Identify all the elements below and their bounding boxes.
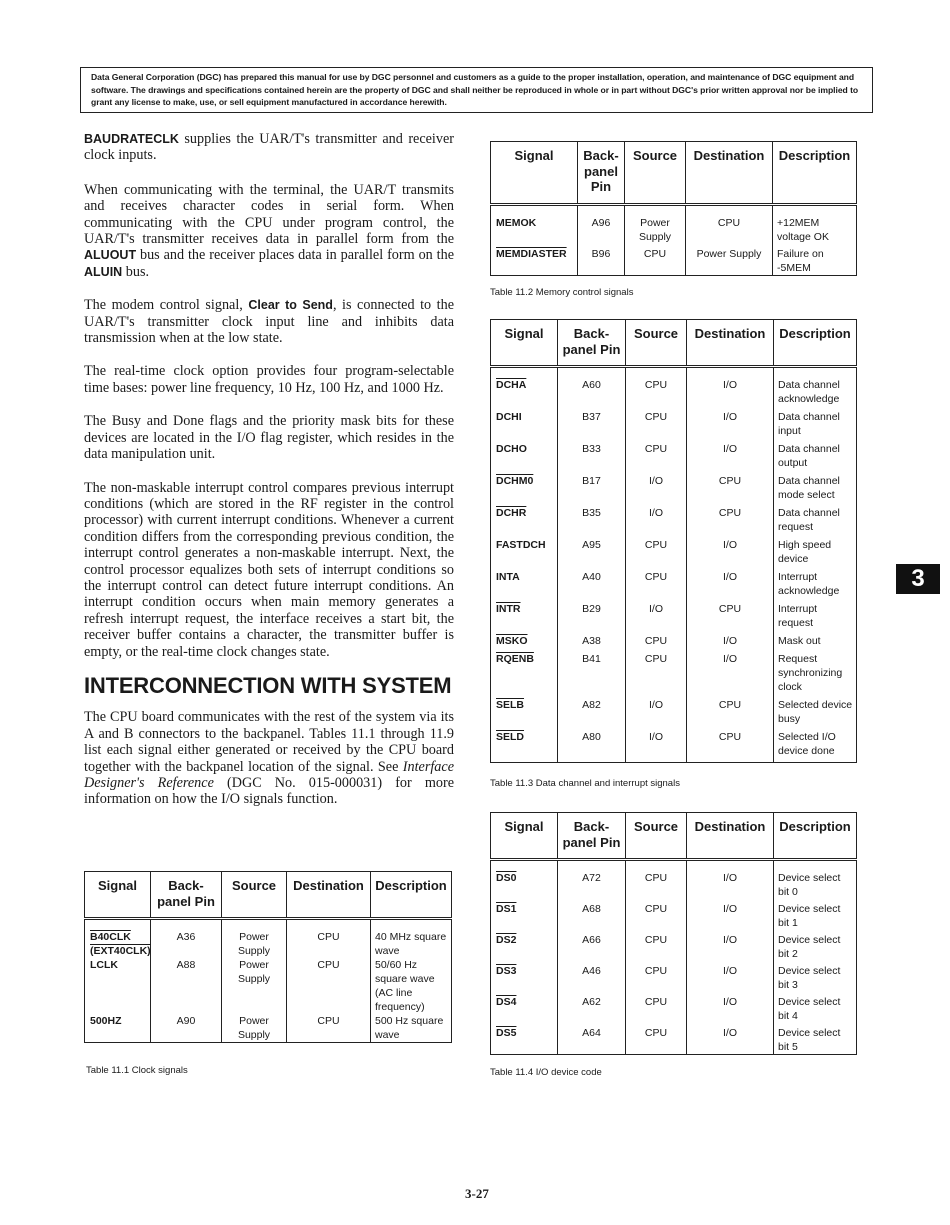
description: Device select bit 5 — [774, 1026, 857, 1055]
source: CPU — [626, 902, 687, 933]
paragraph-text: When communicating with the terminal, the UAR/T transmits and receives character codes in serial form. When communicating with the CPU under program control, the UAR/T's transmitter receives data in parallel form from the — [84, 181, 454, 248]
destination: CPU — [686, 216, 773, 244]
description: 500 Hz square wave — [371, 1014, 452, 1043]
term-aluin: ALUIN — [84, 264, 123, 279]
table-row — [491, 442, 857, 474]
table-row — [491, 964, 857, 995]
pin: B96 — [578, 244, 625, 276]
signal-name: MSKO — [496, 635, 528, 647]
destination: I/O — [687, 995, 774, 1026]
description: Interrupt request — [774, 602, 857, 634]
table-row — [85, 1014, 452, 1043]
signal-name: DCHA — [496, 379, 527, 391]
source: CPU — [626, 442, 687, 474]
source: I/O — [626, 730, 687, 763]
pin: B41 — [558, 652, 626, 698]
table-io-device-code — [490, 812, 857, 1055]
pin: A96 — [578, 216, 625, 244]
paragraph-text: , is connected to the UAR/T's transmitter clock input line and inhibits data transmission when at the low state. — [84, 297, 454, 347]
table-data-channel-interrupt-signals — [490, 319, 857, 763]
col-header-signal: Signal — [491, 142, 578, 205]
source: CPU — [626, 871, 687, 902]
table-memory-control-signals — [490, 141, 857, 276]
table-row — [491, 995, 857, 1026]
signal-name: DS5 — [496, 1027, 517, 1039]
description: Mask out — [774, 634, 857, 652]
description: Device select bit 1 — [774, 902, 857, 933]
paragraph-text: The CPU board communicates with the rest of the system via its A and B connectors to the backpanel. Tables 11.1 through 11.9 list each signal either generated or received by the CPU board together with the backpanel location of the signal. See — [84, 709, 454, 775]
source: Power Supply — [222, 930, 287, 958]
caption-table-11-1: Table 11.1 Clock signals — [86, 1065, 188, 1076]
col-header-description: Description — [774, 320, 857, 367]
col-header-source: Source — [625, 142, 686, 205]
pin: A60 — [558, 378, 626, 410]
destination: CPU — [687, 698, 774, 730]
table-row — [491, 933, 857, 964]
pin: A80 — [558, 730, 626, 763]
table-row — [491, 698, 857, 730]
col-header-source: Source — [626, 813, 687, 860]
col-header-backpanel: Back-panel Pin — [151, 872, 222, 919]
col-header-source: Source — [626, 320, 687, 367]
signal-name: DCHR — [496, 507, 527, 519]
pin: B33 — [558, 442, 626, 474]
source: I/O — [626, 506, 687, 538]
source: Power Supply — [222, 958, 287, 1014]
signal-name: DS4 — [496, 996, 517, 1008]
col-header-destination: Destination — [687, 813, 774, 860]
paragraph-interconnection — [84, 709, 454, 807]
col-header-destination: Destination — [686, 142, 773, 205]
table-row — [491, 871, 857, 902]
description: Data channel mode select — [774, 474, 857, 506]
pin: A90 — [151, 1014, 222, 1043]
table-row — [491, 474, 857, 506]
pin: A66 — [558, 933, 626, 964]
col-header-signal: Signal — [85, 872, 151, 919]
source: CPU — [626, 995, 687, 1026]
source: Power Supply — [625, 216, 686, 244]
description: Selected I/O device done — [774, 730, 857, 763]
table-row — [491, 378, 857, 410]
paragraph-modem — [84, 297, 454, 346]
paragraph-baudrateclk — [84, 131, 454, 164]
body-text-column — [84, 131, 454, 825]
description: Device select bit 0 — [774, 871, 857, 902]
pin: A82 — [558, 698, 626, 730]
pin: A62 — [558, 995, 626, 1026]
table-clock-signals — [84, 871, 452, 1043]
caption-table-11-4: Table 11.4 I/O device code — [490, 1067, 602, 1078]
signal-name: LCLK — [90, 959, 118, 971]
table-row — [491, 902, 857, 933]
destination: I/O — [687, 1026, 774, 1055]
table-row — [491, 730, 857, 763]
destination: CPU — [687, 602, 774, 634]
col-header-destination: Destination — [687, 320, 774, 367]
pin: A72 — [558, 871, 626, 902]
signal-name: DS2 — [496, 934, 517, 946]
pin: B37 — [558, 410, 626, 442]
destination: I/O — [687, 902, 774, 933]
source: CPU — [626, 1026, 687, 1055]
paragraph-uart — [84, 182, 454, 280]
description: Device select bit 4 — [774, 995, 857, 1026]
description: Data channel output — [774, 442, 857, 474]
pin: A40 — [558, 570, 626, 602]
pin: A38 — [558, 634, 626, 652]
signal-name: DCHI — [496, 411, 522, 423]
destination: I/O — [687, 634, 774, 652]
source: I/O — [626, 698, 687, 730]
section-heading: INTERCONNECTION WITH SYSTEM — [84, 672, 452, 698]
description: Selected device busy — [774, 698, 857, 730]
destination: I/O — [687, 410, 774, 442]
pin: A68 — [558, 902, 626, 933]
col-header-source: Source — [222, 872, 287, 919]
paragraph-rtc: The real-time clock option provides four program-selectable time bases: power line frequency, 10 Hz, 100 Hz, and 1000 Hz. — [84, 363, 454, 396]
col-header-signal: Signal — [491, 320, 558, 367]
col-header-description: Description — [774, 813, 857, 860]
col-header-description: Description — [773, 142, 857, 205]
destination: I/O — [687, 378, 774, 410]
destination: CPU — [687, 730, 774, 763]
caption-table-11-3: Table 11.3 Data channel and interrupt signals — [490, 778, 680, 789]
signal-name: SELB — [496, 699, 525, 711]
description: Data channel acknowledge — [774, 378, 857, 410]
copyright-notice: Data General Corporation (DGC) has prepared this manual for use by DGC personnel and customers as a guide to the proper installation, operation, and maintenance of DGC equipment and software. The drawings and specifications contained herein are the property of DGC and shall neither be reproduced in whole or in part without DGC's prior written approval nor be implied to grant any license to make, use, or sell equipment manufactured in accordance herewith. — [80, 67, 873, 113]
paragraph-text: The modem control signal, — [84, 297, 249, 314]
col-header-backpanel: Back-panel Pin — [558, 320, 626, 367]
signal-name: INTA — [496, 571, 520, 583]
paragraph-interrupt: The non-maskable interrupt control compares previous interrupt conditions (which are stored in the RF register in the control processor) with current interrupt conditions. Whenever a current condition differs from the corresponding previous condition, the interrupt control generates a non-maskable interrupt. Next, the control processor equalizes both sets of interrupt conditions so the interrupt control can detect future interrupt conditions. An interrupt condition occurs when main memory generates a refresh interrupt request, the interface receives a start bit, the receiver buffer contains a character, the transmitter buffer is empty, or the real-time clock changes state. — [84, 479, 454, 660]
table-row — [491, 602, 857, 634]
source: CPU — [626, 933, 687, 964]
paragraph-text: (DGC No. 015-000031) for more information on how the I/O signals function. — [84, 775, 454, 808]
pin: A88 — [151, 958, 222, 1014]
pin: A64 — [558, 1026, 626, 1055]
description: Device select bit 2 — [774, 933, 857, 964]
destination: I/O — [687, 964, 774, 995]
destination: CPU — [287, 958, 371, 1014]
destination: CPU — [287, 1014, 371, 1043]
pin: A95 — [558, 538, 626, 570]
destination: CPU — [687, 506, 774, 538]
destination: I/O — [687, 570, 774, 602]
source: CPU — [626, 538, 687, 570]
description: Device select bit 3 — [774, 964, 857, 995]
destination: CPU — [287, 930, 371, 958]
destination: I/O — [687, 933, 774, 964]
signal-name: INTR — [496, 603, 521, 615]
pin: A36 — [151, 930, 222, 958]
table-row — [491, 216, 857, 244]
signal-name: DS1 — [496, 903, 517, 915]
col-header-backpanel: Back-panel Pin — [558, 813, 626, 860]
description: 40 MHz square wave — [371, 930, 452, 958]
pin: B29 — [558, 602, 626, 634]
term-aluout: ALUOUT — [84, 248, 137, 263]
description: Request synchronizing clock — [774, 652, 857, 698]
paragraph-text: bus. — [122, 263, 150, 280]
source: CPU — [626, 378, 687, 410]
reference-title: Interface Designer's Reference — [84, 758, 454, 791]
signal-name: 500HZ — [90, 1015, 122, 1027]
pin: B17 — [558, 474, 626, 506]
destination: I/O — [687, 871, 774, 902]
table-row — [491, 652, 857, 698]
signal-name: DCHO — [496, 443, 527, 455]
description: Failure on -5MEM — [773, 244, 857, 276]
description: 50/60 Hz square wave (AC line frequency) — [371, 958, 452, 1014]
destination: I/O — [687, 538, 774, 570]
term-clear-to-send: Clear to Send — [248, 298, 333, 313]
table-row — [491, 634, 857, 652]
table-row — [491, 244, 857, 276]
source: I/O — [626, 474, 687, 506]
paragraph-text: supplies the UAR/T's transmitter and receiver clock inputs. — [84, 131, 454, 164]
destination: I/O — [687, 652, 774, 698]
col-header-destination: Destination — [287, 872, 371, 919]
paragraph-text: bus and the receiver places data in parallel form on the — [136, 247, 454, 264]
signal-name: B40CLK (EXT40CLK) — [90, 931, 151, 957]
term-baudrateclk: BAUDRATECLK — [84, 132, 179, 146]
signal-name: FASTDCH — [496, 539, 546, 551]
table-row — [85, 958, 452, 1014]
source: CPU — [626, 570, 687, 602]
destination: Power Supply — [686, 244, 773, 276]
source: CPU — [626, 410, 687, 442]
source: CPU — [625, 244, 686, 276]
signal-name: MEMOK — [496, 216, 537, 229]
source: CPU — [626, 652, 687, 698]
signal-name: DCHM0 — [496, 475, 534, 487]
source: CPU — [626, 964, 687, 995]
col-header-description: Description — [371, 872, 452, 919]
description: Data channel input — [774, 410, 857, 442]
source: Power Supply — [222, 1014, 287, 1043]
pin: B35 — [558, 506, 626, 538]
table-row — [491, 1026, 857, 1055]
col-header-signal: Signal — [491, 813, 558, 860]
description: +12MEM voltage OK — [773, 216, 857, 244]
signal-name: RQENB — [496, 653, 534, 665]
table-row — [491, 506, 857, 538]
destination: I/O — [687, 442, 774, 474]
pin: A46 — [558, 964, 626, 995]
description: Data channel request — [774, 506, 857, 538]
description: Interrupt acknowledge — [774, 570, 857, 602]
table-row — [491, 570, 857, 602]
signal-name: MEMDIASTER — [496, 247, 567, 260]
source: CPU — [626, 634, 687, 652]
chapter-tab-marker: 3 — [896, 564, 940, 594]
col-header-backpanel: Back-panel Pin — [578, 142, 625, 205]
destination: CPU — [687, 474, 774, 506]
table-row — [491, 410, 857, 442]
description: High speed device — [774, 538, 857, 570]
caption-table-11-2: Table 11.2 Memory control signals — [490, 287, 634, 298]
table-row — [85, 930, 452, 958]
page-number: 3-27 — [465, 1186, 489, 1201]
paragraph-flags: The Busy and Done flags and the priority mask bits for these devices are located in the I/O flag register, which resides in the data manipulation unit. — [84, 413, 454, 463]
signal-name: DS3 — [496, 965, 517, 977]
signal-name: SELD — [496, 731, 525, 743]
source: I/O — [626, 602, 687, 634]
signal-name: DS0 — [496, 872, 517, 884]
table-row — [491, 538, 857, 570]
